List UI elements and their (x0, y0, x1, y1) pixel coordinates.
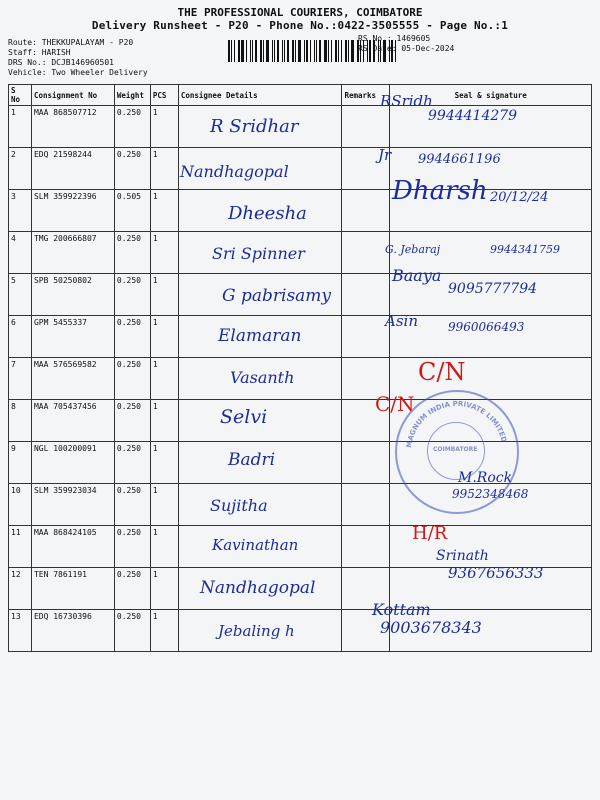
cell-consignment-no: EDQ 21598244 (31, 148, 114, 190)
barcode-bar (228, 40, 230, 62)
barcode-bar (234, 40, 235, 62)
cell-consignment-no: EDQ 16730396 (31, 610, 114, 652)
cell-weight: 0.250 (114, 610, 150, 652)
phone-13: 9003678343 (380, 618, 482, 637)
barcode-bar (348, 40, 349, 62)
cell-weight: 0.250 (114, 526, 150, 568)
cell-sno: 3 (9, 190, 32, 232)
cell-consignment-no: GPM 5455337 (31, 316, 114, 358)
cell-remarks (342, 106, 390, 148)
date-3: 20/12/24 (490, 190, 549, 205)
cell-weight: 0.250 (114, 484, 150, 526)
handwritten-consignee-name: G pabrisamy (222, 286, 332, 306)
cell-consignment-no: MAA 576569582 (31, 358, 114, 400)
signature-6: Asin (385, 312, 418, 330)
barcode-bar (328, 40, 329, 62)
cell-remarks (342, 232, 390, 274)
handwritten-consignee-name: Kavinathan (212, 536, 299, 554)
col-consignment: Consignment No (31, 85, 114, 106)
cell-consignment-no: TMG 200666807 (31, 232, 114, 274)
cell-weight: 0.250 (114, 400, 150, 442)
barcode-bar (238, 40, 240, 62)
col-seal: Seal & signature (390, 85, 592, 106)
cell-remarks (342, 316, 390, 358)
signature-1: RSridh (380, 92, 433, 110)
cell-consignment-no: NGL 100200091 (31, 442, 114, 484)
barcode-bar (335, 40, 337, 62)
cell-remarks (342, 274, 390, 316)
handwritten-consignee-name: Badri (228, 450, 276, 470)
signature-12: Srinath (436, 548, 489, 564)
cell-weight: 0.250 (114, 568, 150, 610)
cell-remarks (342, 190, 390, 232)
handwritten-consignee-name: Sri Spinner (212, 244, 305, 263)
cell-sno: 1 (9, 106, 32, 148)
barcode-bar (295, 40, 296, 62)
barcode-bar (231, 40, 232, 62)
runsheet-subtitle: Delivery Runsheet - P20 - Phone No.:0422-3505555 - Page No.:1 (91, 19, 509, 32)
barcode-bar (274, 40, 275, 62)
signature-10: M.Rock (458, 470, 513, 486)
signature-4: G. Jebaraj (385, 243, 441, 256)
col-remarks: Remarks (342, 85, 390, 106)
cell-consignment-no: SLM 359922396 (31, 190, 114, 232)
phone-2: 9944661196 (418, 152, 501, 167)
cell-remarks (342, 526, 390, 568)
staff: Staff: HARISH (8, 48, 71, 57)
handwritten-consignee-name: Elamaran (218, 326, 302, 346)
cell-weight: 0.250 (114, 442, 150, 484)
signature-5: Baaya (392, 266, 442, 285)
barcode-bar (260, 40, 262, 62)
col-consignee: Consignee Details (178, 85, 342, 106)
barcode-bar (277, 40, 279, 62)
stamp-center-text: COIMBATORE (433, 446, 478, 453)
barcode-bar (255, 40, 257, 62)
barcode-bar (292, 40, 294, 62)
cell-pcs: 1 (150, 484, 178, 526)
rs-date: RS Date: 05-Dec-2024 (358, 44, 455, 53)
handwritten-consignee-name: Vasanth (230, 368, 295, 387)
cell-sno: 10 (9, 484, 32, 526)
handwritten-consignee-name: Jebaling h (218, 622, 295, 640)
cell-pcs: 1 (150, 568, 178, 610)
cell-sno: 11 (9, 526, 32, 568)
cell-sno: 7 (9, 358, 32, 400)
cell-weight: 0.250 (114, 274, 150, 316)
cell-pcs: 1 (150, 274, 178, 316)
cell-sno: 6 (9, 316, 32, 358)
vehicle: Vehicle: Two Wheeler Delivery (8, 68, 148, 77)
cell-pcs: 1 (150, 358, 178, 400)
barcode-bar (338, 40, 339, 62)
meta-right (358, 34, 454, 54)
barcode-bar (304, 40, 305, 62)
phone-5: 9095777794 (448, 281, 538, 297)
stamp-ring-label: MAGNUM INDIA PRIVATE LIMITED (405, 399, 508, 449)
hr-mark: H/R (412, 523, 448, 544)
handwritten-consignee-name: Sujitha (210, 496, 268, 515)
barcode-bar (345, 40, 347, 62)
signature-13: Kottam (372, 600, 431, 619)
signature-3: Dharsh (392, 176, 488, 206)
barcode-bar (310, 40, 311, 62)
cell-pcs: 1 (150, 148, 178, 190)
cell-weight: 0.505 (114, 190, 150, 232)
cell-sno: 12 (9, 568, 32, 610)
cell-consignment-no: SLM 359923034 (31, 484, 114, 526)
handwritten-consignee-name: Nandhagopal (200, 578, 316, 598)
barcode-bar (306, 40, 308, 62)
route: Route: THEKKUPALAYAM - P20 (8, 38, 134, 47)
table-header-row (9, 85, 592, 106)
col-weight: Weight (114, 85, 150, 106)
svg-text:MAGNUM INDIA PRIVATE LIMITED (405, 400, 508, 448)
cell-weight: 0.250 (114, 106, 150, 148)
barcode-bar (331, 40, 332, 62)
cin-mark-2: C/N (375, 392, 415, 416)
cell-weight: 0.250 (114, 358, 150, 400)
col-sno: S No (9, 85, 32, 106)
cell-consignment-no: SPB 50250802 (31, 274, 114, 316)
handwritten-consignee-name: Dheesha (228, 203, 307, 224)
barcode-bar (287, 40, 289, 62)
cell-pcs: 1 (150, 190, 178, 232)
barcode-bar (266, 40, 269, 62)
cell-remarks (342, 484, 390, 526)
meta-left (8, 38, 148, 78)
cell-consignment-no: TEN 7861191 (31, 568, 114, 610)
cell-weight: 0.250 (114, 148, 150, 190)
cell-sno: 5 (9, 274, 32, 316)
barcode-bar (241, 40, 244, 62)
cell-consignment-no: MAA 705437456 (31, 400, 114, 442)
barcode-bar (324, 40, 327, 62)
table-row (9, 610, 592, 652)
cell-sno: 13 (9, 610, 32, 652)
cell-weight: 0.250 (114, 316, 150, 358)
cell-sno: 8 (9, 400, 32, 442)
cell-remarks (342, 442, 390, 484)
cell-sno: 2 (9, 148, 32, 190)
cell-pcs: 1 (150, 400, 178, 442)
handwritten-consignee-name: Selvi (220, 406, 268, 428)
cell-pcs: 1 (150, 106, 178, 148)
barcode-bar (250, 40, 251, 62)
barcode-bar (284, 40, 285, 62)
phone-6: 9960066493 (448, 320, 525, 334)
barcode-bar (314, 40, 315, 62)
rs-no: RS No.: 1469605 (358, 34, 431, 43)
phone-12: 9367656333 (448, 564, 544, 582)
barcode-bar (282, 40, 283, 62)
drs-no: DRS No.: DCJB146960501 (8, 58, 114, 67)
cell-sno: 4 (9, 232, 32, 274)
runsheet-title: THE PROFESSIONAL COURIERS, COIMBATORE (177, 6, 423, 19)
barcode-bar (316, 40, 317, 62)
cell-consignment-no: MAA 868507712 (31, 106, 114, 148)
barcode-bar (341, 40, 342, 62)
table-row (9, 526, 592, 568)
barcode-bar (298, 40, 301, 62)
cell-pcs: 1 (150, 232, 178, 274)
barcode-bar (272, 40, 273, 62)
handwritten-consignee-name: Nandhagopal (180, 162, 289, 181)
phone-4: 9944341759 (490, 243, 560, 256)
cell-pcs: 1 (150, 442, 178, 484)
cell-pcs: 1 (150, 610, 178, 652)
phone-1: 9944414279 (428, 108, 518, 124)
cell-weight: 0.250 (114, 232, 150, 274)
cin-mark-1: C/N (418, 358, 466, 386)
barcode-bar (263, 40, 264, 62)
cell-sno: 9 (9, 442, 32, 484)
table-row (9, 148, 592, 190)
barcode-bar (351, 40, 354, 62)
cell-pcs: 1 (150, 526, 178, 568)
col-pcs: PCS (150, 85, 178, 106)
handwritten-consignee-name: R Sridhar (210, 116, 299, 137)
cell-consignment-no: MAA 868424105 (31, 526, 114, 568)
company-stamp (395, 390, 519, 514)
barcode-bar (252, 40, 253, 62)
barcode-bar (319, 40, 321, 62)
cell-pcs: 1 (150, 316, 178, 358)
barcode-bar (246, 40, 247, 62)
phone-10: 9952348468 (452, 487, 529, 501)
signature-2: Jr (378, 146, 392, 164)
